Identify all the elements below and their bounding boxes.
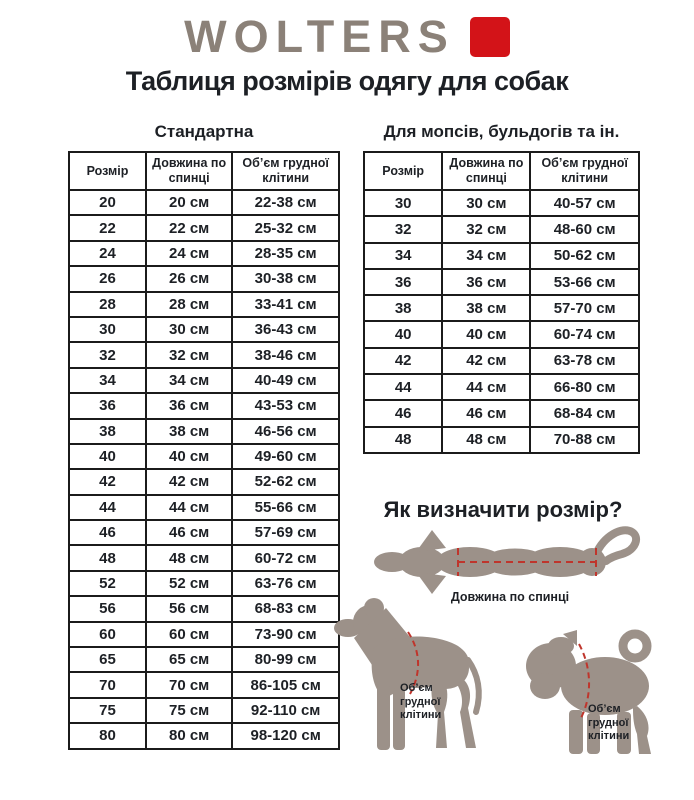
table-cell: 30 см [442,190,530,216]
column-header-chest: Об’єм грудної клітини [232,152,339,190]
table-cell: 65 см [146,647,232,672]
table-cell: 48 см [146,545,232,570]
table-cell: 48-60 см [530,216,639,242]
table-row [69,571,339,596]
table-row [69,368,339,393]
table-row [69,317,339,342]
how-to-measure-heading: Як визначити розмір? [383,497,623,522]
table-cell: 57-70 см [530,295,639,321]
table-row [364,190,639,216]
table-cell: 49-60 см [232,444,339,469]
chest-label-left: Об’єм грудної клітини [400,682,442,721]
table-cell: 42 см [442,348,530,374]
standard-size-table [68,151,340,750]
table-cell: 60-72 см [232,545,339,570]
table-cell: 70 [69,672,146,697]
table-cell: 24 [69,241,146,266]
table-cell: 46 см [442,400,530,426]
table-row [69,444,339,469]
table-header-row [69,152,339,190]
table-cell: 98-120 см [232,723,339,748]
table-cell: 52 см [146,571,232,596]
column-header-back-length: Довжина по спинці [442,152,530,190]
table-cell: 65 [69,647,146,672]
table-cell: 33-41 см [232,292,339,317]
table-cell: 22-38 см [232,190,339,215]
table-cell: 55-66 см [232,495,339,520]
table-cell: 48 см [442,427,530,453]
table-cell: 44 [364,374,442,400]
table-cell: 20 см [146,190,232,215]
dog-curled-tail [623,634,647,658]
table-cell: 63-78 см [530,348,639,374]
table-cell: 34 см [442,243,530,269]
dog-tail [468,660,479,712]
column-header-back-length: Довжина по спинці [146,152,232,190]
table-cell: 38-46 см [232,342,339,367]
table-cell: 34 см [146,368,232,393]
table-row [69,393,339,418]
table-row [69,190,339,215]
table-cell: 36 см [442,269,530,295]
table-cell: 60 см [146,622,232,647]
table-cell: 48 [364,427,442,453]
chest-label-right: Об’єм грудної клітини [588,703,630,742]
table-cell: 46 [364,400,442,426]
table-cell: 28 см [146,292,232,317]
pugs-table-container [363,151,640,454]
table-cell: 75 см [146,698,232,723]
table-row [69,266,339,291]
brand-logo [0,11,694,62]
standard-table-title: Стандартна [154,122,254,141]
table-cell: 32 см [146,342,232,367]
table-cell: 30 [364,190,442,216]
table-cell: 24 см [146,241,232,266]
table-cell: 36 см [146,393,232,418]
table-cell: 46-56 см [232,419,339,444]
column-header-size: Розмір [364,152,442,190]
table-cell: 68-83 см [232,596,339,621]
table-cell: 75 [69,698,146,723]
table-cell: 86-105 см [232,672,339,697]
table-row [69,495,339,520]
table-cell: 32 [364,216,442,242]
table-cell: 56 см [146,596,232,621]
table-cell: 20 [69,190,146,215]
table-cell: 46 [69,520,146,545]
table-cell: 68-84 см [530,400,639,426]
table-cell: 40-49 см [232,368,339,393]
table-cell: 66-80 см [530,374,639,400]
table-row [69,520,339,545]
table-row [69,723,339,748]
table-cell: 70 см [146,672,232,697]
table-cell: 44 см [442,374,530,400]
table-cell: 30 см [146,317,232,342]
table-cell: 42 [364,348,442,374]
standard-table-container [68,151,340,750]
table-cell: 43-53 см [232,393,339,418]
table-cell: 92-110 см [232,698,339,723]
dog-side-view-illustration [330,596,485,758]
table-cell: 34 [364,243,442,269]
table-cell: 40 [364,321,442,347]
table-cell: 25-32 см [232,215,339,240]
brand-logo-text: WOLTERS [184,11,455,62]
table-cell: 40 [69,444,146,469]
table-cell: 60-74 см [530,321,639,347]
table-row [69,672,339,697]
table-cell: 50-62 см [530,243,639,269]
table-cell: 28-35 см [232,241,339,266]
table-row [364,321,639,347]
table-cell: 60 [69,622,146,647]
table-row [69,698,339,723]
table-row [364,400,639,426]
table-cell: 46 см [146,520,232,545]
table-cell: 40-57 см [530,190,639,216]
column-header-chest: Об’єм грудної клітини [530,152,639,190]
table-cell: 57-69 см [232,520,339,545]
pugs-table-title: Для мопсів, бульдогів та ін. [383,122,620,141]
table-cell: 40 см [146,444,232,469]
page-title: Таблиця розмірів одягу для собак [125,66,569,96]
table-cell: 73-90 см [232,622,339,647]
table-cell: 32 см [442,216,530,242]
table-cell: 26 [69,266,146,291]
table-row [364,427,639,453]
table-row [364,216,639,242]
back-length-label: Довжина по спинці [450,590,570,604]
table-row [69,342,339,367]
table-cell: 38 [69,419,146,444]
table-cell: 42 [69,469,146,494]
table-row [69,622,339,647]
table-cell: 36-43 см [232,317,339,342]
table-cell: 80 [69,723,146,748]
table-row [364,243,639,269]
table-cell: 38 см [146,419,232,444]
table-row [69,419,339,444]
table-cell: 44 [69,495,146,520]
table-row [364,374,639,400]
table-cell: 63-76 см [232,571,339,596]
table-header-row [364,152,639,190]
table-row [364,269,639,295]
table-cell: 36 [69,393,146,418]
table-cell: 40 см [442,321,530,347]
table-row [69,241,339,266]
table-cell: 26 см [146,266,232,291]
table-cell: 28 [69,292,146,317]
table-cell: 53-66 см [530,269,639,295]
table-cell: 52-62 см [232,469,339,494]
table-cell: 38 см [442,295,530,321]
table-cell: 38 [364,295,442,321]
table-row [69,647,339,672]
table-row [69,215,339,240]
table-cell: 70-88 см [530,427,639,453]
table-cell: 32 [69,342,146,367]
brand-logo-square-icon [470,17,510,57]
pugs-size-table [363,151,640,454]
table-row [69,596,339,621]
table-cell: 48 [69,545,146,570]
table-cell: 42 см [146,469,232,494]
table-row [69,545,339,570]
table-cell: 56 [69,596,146,621]
table-cell: 36 [364,269,442,295]
table-cell: 30 [69,317,146,342]
table-cell: 30-38 см [232,266,339,291]
table-cell: 80-99 см [232,647,339,672]
table-cell: 80 см [146,723,232,748]
table-cell: 22 см [146,215,232,240]
table-row [69,469,339,494]
table-cell: 34 [69,368,146,393]
table-row [364,295,639,321]
table-cell: 52 [69,571,146,596]
table-cell: 22 [69,215,146,240]
table-cell: 44 см [146,495,232,520]
table-row [364,348,639,374]
column-header-size: Розмір [69,152,146,190]
table-row [69,292,339,317]
